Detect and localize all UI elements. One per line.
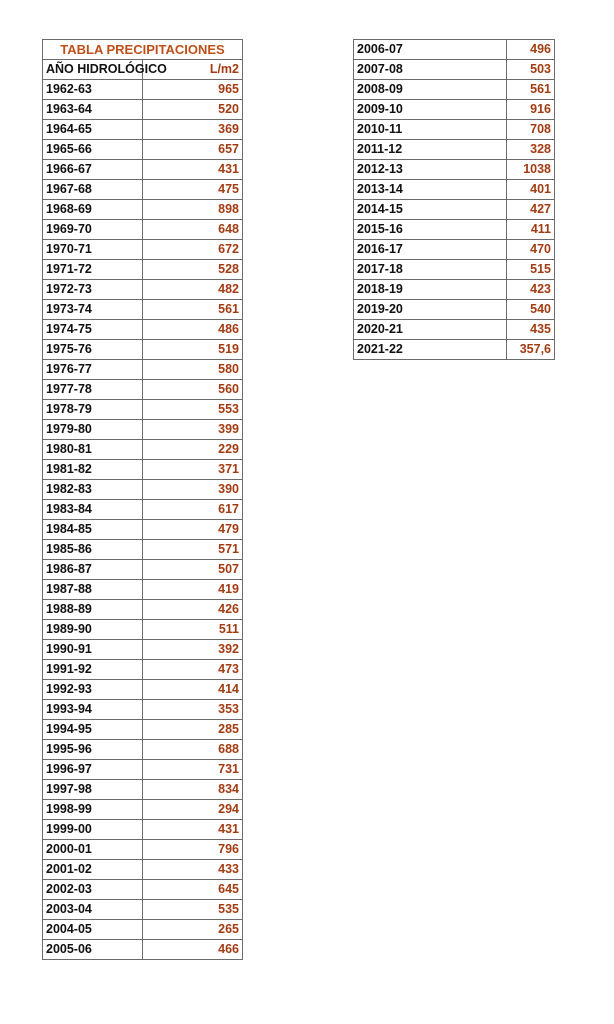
year-cell: 1963-64 bbox=[43, 100, 143, 120]
precipitation-value-cell: 535 bbox=[143, 900, 243, 920]
year-cell: 1998-99 bbox=[43, 800, 143, 820]
table-row bbox=[43, 160, 243, 180]
year-cell: 2001-02 bbox=[43, 860, 143, 880]
table-row bbox=[354, 240, 555, 260]
table-row bbox=[43, 720, 243, 740]
precipitation-value-cell: 435 bbox=[507, 320, 555, 340]
table-row bbox=[43, 580, 243, 600]
table-row bbox=[43, 520, 243, 540]
year-cell: 1990-91 bbox=[43, 640, 143, 660]
precipitation-value-cell: 645 bbox=[143, 880, 243, 900]
year-cell: 1978-79 bbox=[43, 400, 143, 420]
precipitation-value-cell: 834 bbox=[143, 780, 243, 800]
precipitation-value-cell: 503 bbox=[507, 60, 555, 80]
year-cell: 1974-75 bbox=[43, 320, 143, 340]
year-cell: 1993-94 bbox=[43, 700, 143, 720]
precipitation-value-cell: 519 bbox=[143, 340, 243, 360]
year-cell: 1985-86 bbox=[43, 540, 143, 560]
precipitation-value-cell: 353 bbox=[143, 700, 243, 720]
year-cell: 1975-76 bbox=[43, 340, 143, 360]
year-cell: 2012-13 bbox=[354, 160, 507, 180]
year-cell: 2021-22 bbox=[354, 340, 507, 360]
year-cell: 1996-97 bbox=[43, 760, 143, 780]
precipitation-value-cell: 411 bbox=[507, 220, 555, 240]
table-row bbox=[354, 140, 555, 160]
year-cell: 1972-73 bbox=[43, 280, 143, 300]
year-cell: 1999-00 bbox=[43, 820, 143, 840]
table-row bbox=[43, 780, 243, 800]
year-cell: 1980-81 bbox=[43, 440, 143, 460]
table-row bbox=[43, 740, 243, 760]
table-row bbox=[43, 440, 243, 460]
precipitation-value-cell: 515 bbox=[507, 260, 555, 280]
table-row bbox=[43, 600, 243, 620]
table-row bbox=[43, 140, 243, 160]
precipitation-value-cell: 580 bbox=[143, 360, 243, 380]
precipitation-value-cell: 965 bbox=[143, 80, 243, 100]
year-cell: 2008-09 bbox=[354, 80, 507, 100]
precipitation-value-cell: 294 bbox=[143, 800, 243, 820]
year-cell: 2006-07 bbox=[354, 40, 507, 60]
table-row bbox=[43, 320, 243, 340]
precipitation-value-cell: 496 bbox=[507, 40, 555, 60]
year-cell: 1979-80 bbox=[43, 420, 143, 440]
precipitation-value-cell: 708 bbox=[507, 120, 555, 140]
precipitation-value-cell: 414 bbox=[143, 680, 243, 700]
year-cell: 1981-82 bbox=[43, 460, 143, 480]
year-cell: 2013-14 bbox=[354, 180, 507, 200]
table-row bbox=[43, 360, 243, 380]
year-cell: 2018-19 bbox=[354, 280, 507, 300]
year-cell: 2016-17 bbox=[354, 240, 507, 260]
table-row bbox=[354, 300, 555, 320]
table-row bbox=[43, 400, 243, 420]
table-row bbox=[43, 860, 243, 880]
table-title: TABLA PRECIPITACIONES bbox=[43, 40, 243, 60]
precipitation-value-cell: 473 bbox=[143, 660, 243, 680]
precipitation-value-cell: 419 bbox=[143, 580, 243, 600]
table-row bbox=[43, 420, 243, 440]
table-row bbox=[43, 900, 243, 920]
year-cell: 1988-89 bbox=[43, 600, 143, 620]
year-cell: 1982-83 bbox=[43, 480, 143, 500]
precipitation-value-cell: 392 bbox=[143, 640, 243, 660]
table-row bbox=[354, 220, 555, 240]
year-cell: 1967-68 bbox=[43, 180, 143, 200]
year-cell: 1973-74 bbox=[43, 300, 143, 320]
table-row bbox=[43, 820, 243, 840]
year-cell: 2020-21 bbox=[354, 320, 507, 340]
year-cell: 1977-78 bbox=[43, 380, 143, 400]
table-row bbox=[43, 640, 243, 660]
precipitation-value-cell: 898 bbox=[143, 200, 243, 220]
table-row bbox=[43, 240, 243, 260]
table-title-row bbox=[43, 40, 243, 60]
precipitation-value-cell: 357,6 bbox=[507, 340, 555, 360]
precipitation-table-right-body bbox=[354, 40, 555, 360]
table-row bbox=[43, 760, 243, 780]
year-cell: 2007-08 bbox=[354, 60, 507, 80]
table-row bbox=[43, 680, 243, 700]
table-row bbox=[354, 280, 555, 300]
precipitation-value-cell: 657 bbox=[143, 140, 243, 160]
precipitation-value-cell: 648 bbox=[143, 220, 243, 240]
table-row bbox=[354, 40, 555, 60]
table-row bbox=[43, 880, 243, 900]
precipitation-value-cell: 520 bbox=[143, 100, 243, 120]
precipitation-value-cell: 540 bbox=[507, 300, 555, 320]
table-row bbox=[43, 620, 243, 640]
precipitation-value-cell: 528 bbox=[143, 260, 243, 280]
table-row bbox=[43, 500, 243, 520]
precipitation-table-right bbox=[353, 39, 555, 360]
precipitation-value-cell: 369 bbox=[143, 120, 243, 140]
precipitation-value-cell: 470 bbox=[507, 240, 555, 260]
precipitation-value-cell: 553 bbox=[143, 400, 243, 420]
year-cell: 1968-69 bbox=[43, 200, 143, 220]
column-header-year: AÑO HIDROLÓGICO bbox=[43, 60, 143, 80]
year-cell: 1969-70 bbox=[43, 220, 143, 240]
precipitation-value-cell: 507 bbox=[143, 560, 243, 580]
year-cell: 1970-71 bbox=[43, 240, 143, 260]
precipitation-table-left bbox=[42, 39, 243, 960]
year-cell: 1983-84 bbox=[43, 500, 143, 520]
precipitation-value-cell: 731 bbox=[143, 760, 243, 780]
precipitation-value-cell: 571 bbox=[143, 540, 243, 560]
precipitation-value-cell: 265 bbox=[143, 920, 243, 940]
table-row bbox=[354, 180, 555, 200]
year-cell: 1991-92 bbox=[43, 660, 143, 680]
precipitation-value-cell: 229 bbox=[143, 440, 243, 460]
table-row bbox=[354, 120, 555, 140]
precipitation-value-cell: 511 bbox=[143, 620, 243, 640]
year-cell: 2005-06 bbox=[43, 940, 143, 960]
precipitation-table-left-body bbox=[43, 40, 243, 960]
table-row bbox=[354, 160, 555, 180]
precipitation-value-cell: 401 bbox=[507, 180, 555, 200]
table-row bbox=[43, 920, 243, 940]
year-cell: 1964-65 bbox=[43, 120, 143, 140]
year-cell: 1997-98 bbox=[43, 780, 143, 800]
year-cell: 2017-18 bbox=[354, 260, 507, 280]
precipitation-value-cell: 431 bbox=[143, 160, 243, 180]
table-row bbox=[354, 340, 555, 360]
precipitation-value-cell: 466 bbox=[143, 940, 243, 960]
table-row bbox=[43, 300, 243, 320]
year-cell: 2010-11 bbox=[354, 120, 507, 140]
precipitation-value-cell: 399 bbox=[143, 420, 243, 440]
table-row bbox=[354, 260, 555, 280]
precipitation-value-cell: 482 bbox=[143, 280, 243, 300]
table-row bbox=[43, 200, 243, 220]
table-row bbox=[43, 380, 243, 400]
precipitation-value-cell: 561 bbox=[143, 300, 243, 320]
year-cell: 2003-04 bbox=[43, 900, 143, 920]
table-row bbox=[43, 100, 243, 120]
year-cell: 1971-72 bbox=[43, 260, 143, 280]
year-cell: 1965-66 bbox=[43, 140, 143, 160]
precipitation-value-cell: 672 bbox=[143, 240, 243, 260]
precipitation-value-cell: 796 bbox=[143, 840, 243, 860]
table-row bbox=[43, 280, 243, 300]
table-row bbox=[43, 660, 243, 680]
precipitation-value-cell: 285 bbox=[143, 720, 243, 740]
table-row bbox=[354, 100, 555, 120]
table-row bbox=[43, 940, 243, 960]
precipitation-value-cell: 1038 bbox=[507, 160, 555, 180]
precipitation-value-cell: 560 bbox=[143, 380, 243, 400]
year-cell: 1989-90 bbox=[43, 620, 143, 640]
precipitation-value-cell: 433 bbox=[143, 860, 243, 880]
table-row bbox=[43, 840, 243, 860]
table-row bbox=[354, 80, 555, 100]
table-row bbox=[43, 340, 243, 360]
table-row bbox=[43, 560, 243, 580]
table-row bbox=[43, 180, 243, 200]
precipitation-value-cell: 427 bbox=[507, 200, 555, 220]
table-row bbox=[43, 120, 243, 140]
precipitation-value-cell: 423 bbox=[507, 280, 555, 300]
table-row bbox=[43, 220, 243, 240]
year-cell: 1994-95 bbox=[43, 720, 143, 740]
year-cell: 1984-85 bbox=[43, 520, 143, 540]
precipitation-value-cell: 426 bbox=[143, 600, 243, 620]
table-row bbox=[43, 80, 243, 100]
year-cell: 2014-15 bbox=[354, 200, 507, 220]
precipitation-value-cell: 688 bbox=[143, 740, 243, 760]
column-header-unit: L/m2 bbox=[143, 60, 243, 80]
year-cell: 2002-03 bbox=[43, 880, 143, 900]
table-row bbox=[43, 700, 243, 720]
precipitation-value-cell: 431 bbox=[143, 820, 243, 840]
year-cell: 2011-12 bbox=[354, 140, 507, 160]
year-cell: 1992-93 bbox=[43, 680, 143, 700]
precipitation-value-cell: 371 bbox=[143, 460, 243, 480]
year-cell: 1995-96 bbox=[43, 740, 143, 760]
precipitation-value-cell: 486 bbox=[143, 320, 243, 340]
year-cell: 1976-77 bbox=[43, 360, 143, 380]
year-cell: 2004-05 bbox=[43, 920, 143, 940]
table-row bbox=[354, 60, 555, 80]
year-cell: 1986-87 bbox=[43, 560, 143, 580]
table-row bbox=[354, 200, 555, 220]
precipitation-value-cell: 475 bbox=[143, 180, 243, 200]
year-cell: 2000-01 bbox=[43, 840, 143, 860]
table-row bbox=[43, 540, 243, 560]
table-row bbox=[43, 460, 243, 480]
year-cell: 1966-67 bbox=[43, 160, 143, 180]
table-row bbox=[43, 800, 243, 820]
year-cell: 2009-10 bbox=[354, 100, 507, 120]
year-cell: 2019-20 bbox=[354, 300, 507, 320]
year-cell: 1962-63 bbox=[43, 80, 143, 100]
year-cell: 2015-16 bbox=[354, 220, 507, 240]
precipitation-value-cell: 328 bbox=[507, 140, 555, 160]
precipitation-value-cell: 479 bbox=[143, 520, 243, 540]
precipitation-value-cell: 390 bbox=[143, 480, 243, 500]
table-row bbox=[354, 320, 555, 340]
year-cell: 1987-88 bbox=[43, 580, 143, 600]
precipitation-value-cell: 561 bbox=[507, 80, 555, 100]
precipitation-value-cell: 617 bbox=[143, 500, 243, 520]
precipitation-value-cell: 916 bbox=[507, 100, 555, 120]
table-header-row bbox=[43, 60, 243, 80]
table-row bbox=[43, 480, 243, 500]
table-row bbox=[43, 260, 243, 280]
